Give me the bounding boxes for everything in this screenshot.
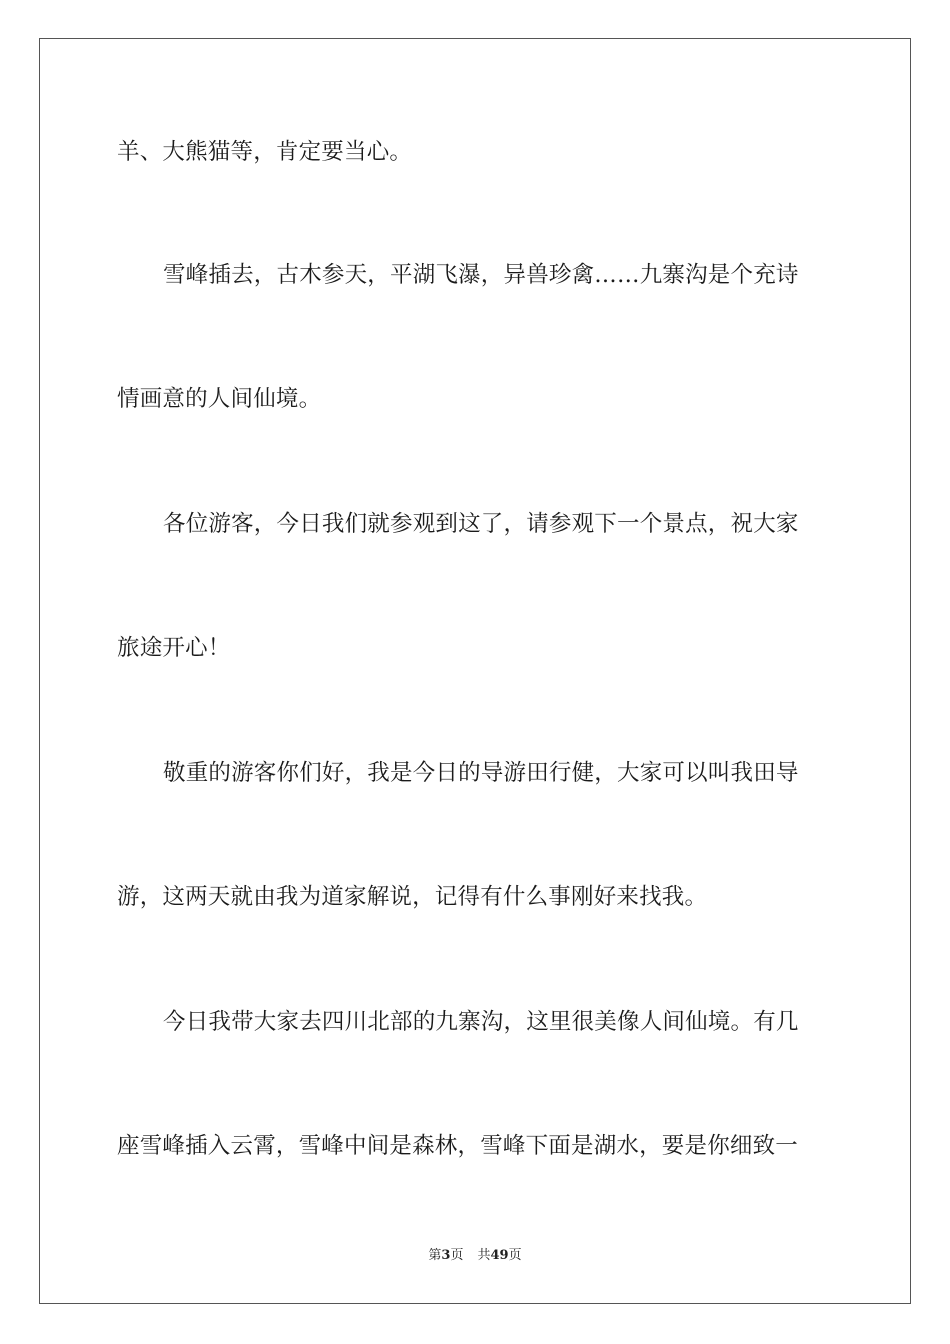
body-line-2: 雪峰插去，古木参天，平湖飞瀑，异兽珍禽……九寨沟是个充诗 [163,262,799,288]
page-frame [39,38,911,1304]
footer-page-number: 3 [441,1248,451,1263]
body-line-4: 各位游客，今日我们就参观到这了，请参观下一个景点，祝大家 [163,511,799,537]
body-line-5: 旅途开心！ [117,635,231,661]
body-line-1: 羊、大熊猫等，肯定要当心。 [117,139,413,165]
body-line-7: 游，这两天就由我为道家解说，记得有什么事刚好来找我。 [117,884,708,910]
body-line-9: 座雪峰插入云霄，雪峰中间是森林，雪峰下面是湖水，要是你细致一 [117,1133,799,1159]
footer-total-prefix: 共 [477,1248,491,1263]
body-line-6: 敬重的游客你们好，我是今日的导游田行健，大家可以叫我田导 [163,760,799,786]
footer-page-prefix: 第 [428,1248,442,1263]
footer-total-suffix: 页 [508,1248,522,1263]
body-line-8: 今日我带大家去四川北部的九寨沟，这里很美像人间仙境。有几 [163,1009,799,1035]
body-line-3: 情画意的人间仙境。 [117,386,322,412]
footer-total-pages: 49 [490,1248,509,1263]
footer-page-suffix: 页 [450,1248,464,1263]
page-footer [0,1247,950,1265]
